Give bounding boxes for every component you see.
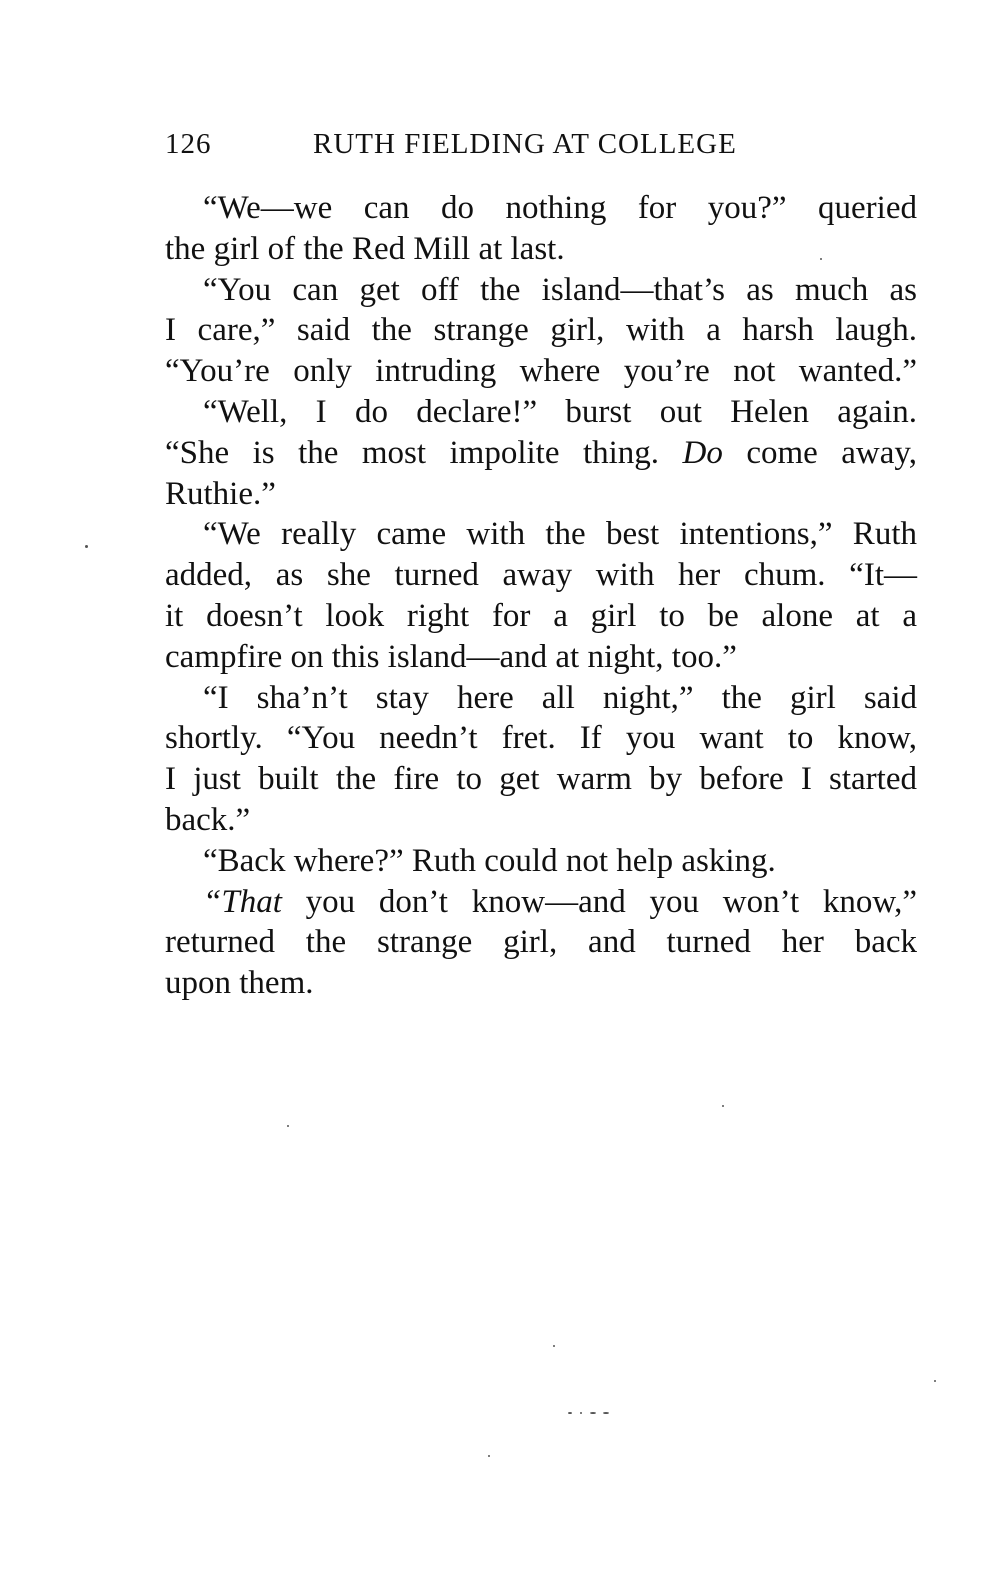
scan-speck <box>722 1105 724 1107</box>
running-head <box>165 128 917 168</box>
text-line: “We—we can do nothing for you?” queried <box>203 190 917 226</box>
body-text <box>165 188 917 1004</box>
scan-speck <box>820 258 822 260</box>
text-line: I just built the fire to get warm by before I started <box>165 761 917 798</box>
text-line: it doesn’t look right for a girl to be alone at a <box>165 597 917 634</box>
text-line: returned the strange girl, and turned her back <box>165 924 917 961</box>
italic-text: “ <box>203 883 222 920</box>
text-segment: “She is the most impolite thing. <box>165 434 660 471</box>
text-line: Ruthie.” <box>165 475 276 512</box>
scan-speck <box>934 1380 936 1382</box>
scan-speck <box>580 1412 582 1414</box>
text-line: shortly. “You needn’t fret. If you want to know, <box>165 720 917 757</box>
book-title: RUTH FIELDING AT COLLEGE <box>313 128 737 160</box>
scan-speck <box>603 1412 609 1414</box>
scan-speck <box>553 1345 555 1347</box>
scan-speck <box>287 1125 289 1127</box>
text-line: campfire on this island—and at night, too.” <box>165 638 737 675</box>
text-line: “I sha’n’t stay here all night,” the girl said <box>203 679 917 716</box>
text-line: “We really came with the best intentions,” Ruth <box>203 516 917 553</box>
page-number: 126 <box>165 128 212 160</box>
text-line: “You can get off the island—that’s as much as <box>203 271 917 308</box>
text-segment: come away, <box>746 434 918 471</box>
text-line: added, as she turned away with her chum. “It— <box>165 557 917 594</box>
text-line: I care,” said the strange girl, with a harsh laugh. <box>165 312 917 349</box>
scan-speck <box>85 545 88 548</box>
text-segment: you don’t know—and you won’t know,” <box>305 883 917 920</box>
text-line <box>165 882 917 923</box>
text-line <box>165 433 917 474</box>
text-line: the girl of the Red Mill at last. <box>165 230 565 267</box>
italic-text: That <box>221 883 282 920</box>
scan-speck <box>590 1412 596 1414</box>
text-line: “Back where?” Ruth could not help asking. <box>203 842 776 879</box>
text-line: back.” <box>165 801 251 838</box>
scan-speck <box>568 1412 572 1414</box>
scan-speck <box>488 1455 490 1457</box>
text-line: “You’re only intruding where you’re not wanted.” <box>165 353 917 390</box>
italic-text: Do <box>682 434 723 471</box>
text-line: “Well, I do declare!” burst out Helen again. <box>203 393 917 430</box>
text-line: upon them. <box>165 965 314 1002</box>
